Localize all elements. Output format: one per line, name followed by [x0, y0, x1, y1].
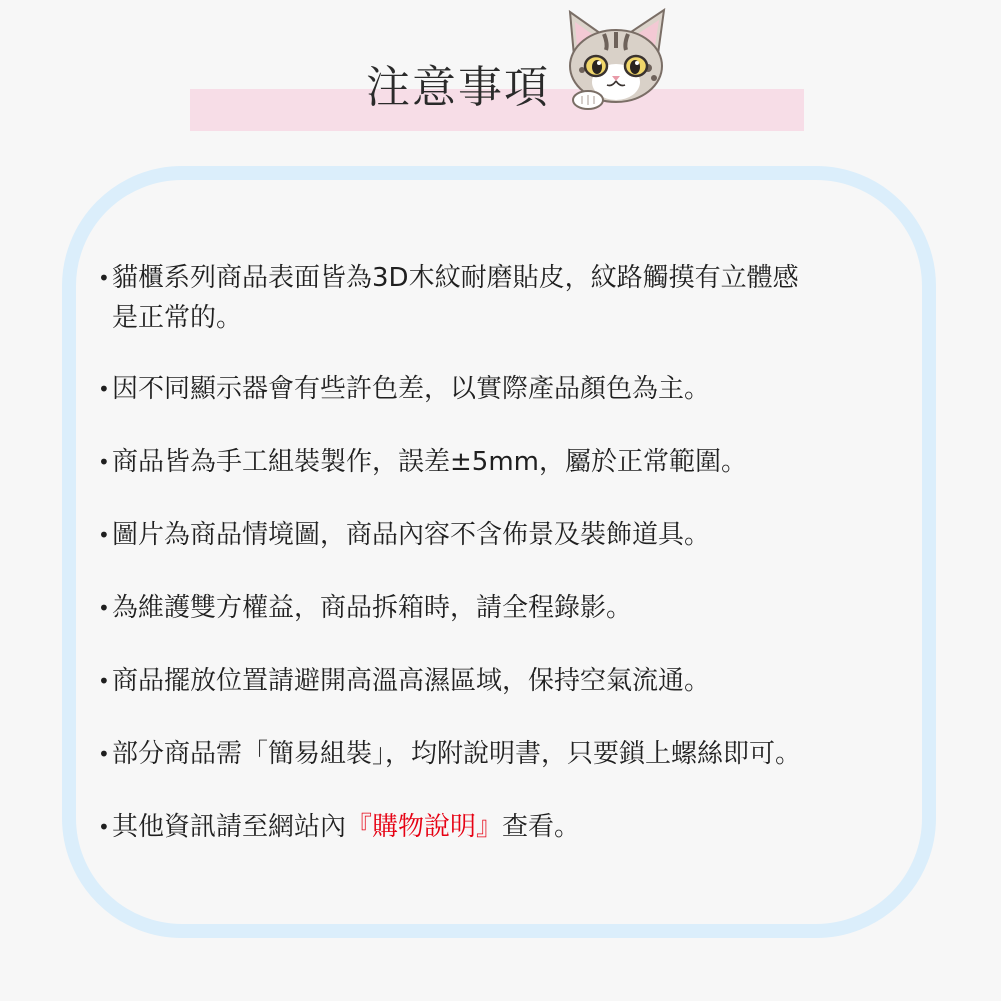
- note-text: 因不同顯示器會有些許色差，以實際產品顏色為主。: [112, 374, 711, 404]
- note-item: [96, 807, 926, 847]
- bullet: •: [98, 450, 110, 474]
- note-text: 圖片為商品情境圖，商品內容不含佈景及裝飾道具。: [112, 520, 711, 550]
- bullet: •: [98, 669, 110, 693]
- bullet: •: [98, 596, 110, 620]
- note-item: [96, 442, 926, 482]
- note-text: 查看。: [502, 812, 581, 842]
- note-text: 商品擺放位置請避開高溫高濕區域，保持空氣流通。: [112, 666, 711, 696]
- bullet: •: [98, 266, 110, 290]
- note-text: 其他資訊請至網站內: [112, 812, 347, 842]
- note-item: [96, 661, 926, 701]
- note-text: 貓櫃系列商品表面皆為3D木紋耐磨貼皮，紋路觸摸有立體感: [112, 263, 799, 293]
- note-text: 商品皆為手工組裝製作，誤差±5mm，屬於正常範圍。: [112, 447, 747, 477]
- bullet: •: [98, 523, 110, 547]
- note-item: [96, 515, 926, 555]
- note-item: [96, 734, 926, 774]
- page-title: 注意事項: [366, 62, 550, 113]
- note-text-continued: 是正常的。: [112, 303, 243, 333]
- bullet: •: [98, 815, 110, 839]
- bullet: •: [98, 742, 110, 766]
- note-text: 部分商品需「簡易組裝」，均附說明書，只要鎖上螺絲即可。: [112, 739, 802, 769]
- note-text: 為維護雙方權益，商品拆箱時，請全程錄影。: [112, 593, 633, 623]
- shopping-guide-link[interactable]: 『購物說明』: [346, 812, 503, 842]
- notes-list: [96, 258, 926, 847]
- bullet: •: [98, 377, 110, 401]
- note-item: [96, 369, 926, 409]
- note-item: [96, 588, 926, 628]
- note-item: [96, 258, 926, 338]
- cat-mascot-icon: [560, 8, 672, 112]
